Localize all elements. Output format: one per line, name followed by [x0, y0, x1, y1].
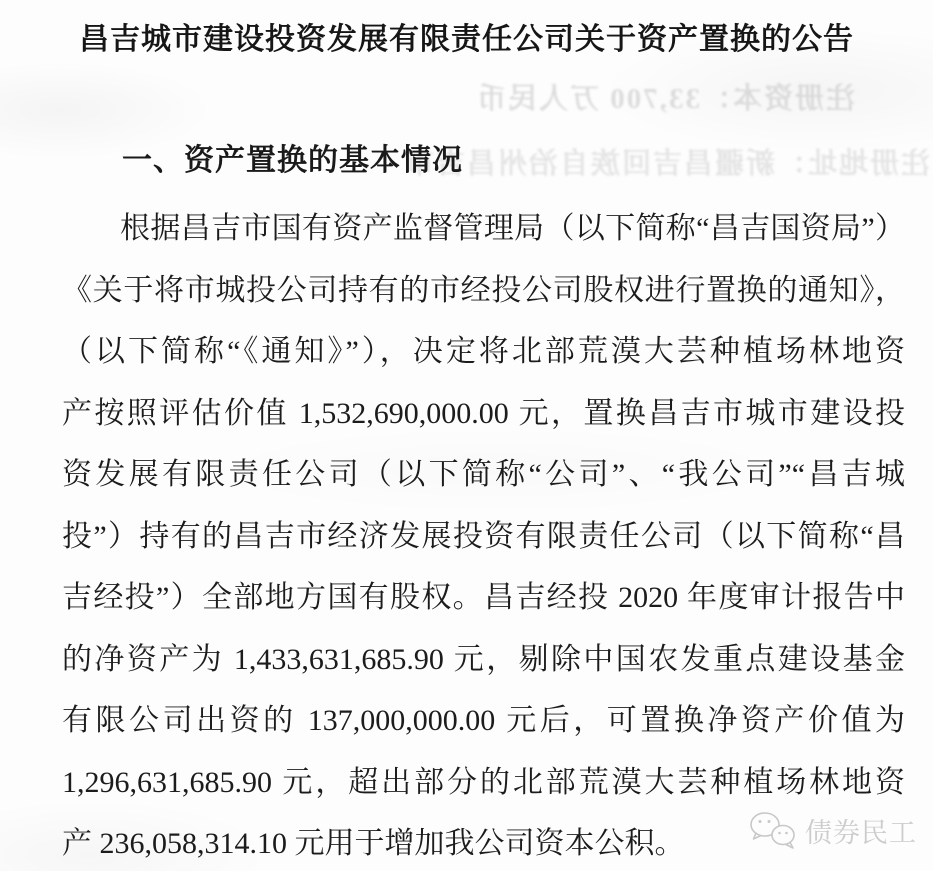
- body-line: 吉经投”）全部地方国有股权。昌吉经投 2020 年度审计报告中: [62, 581, 905, 614]
- bleed-through-text-registered-capital: 注册资本：33,700 万人民币: [475, 83, 856, 115]
- body-line: 《关于将市城投公司持有的市经投公司股权进行置换的通知》，: [62, 273, 905, 307]
- body-line: 的净资产为 1,433,631,685.90 元，剔除中国农发重点建设基金: [62, 642, 905, 676]
- document-title: 昌吉城市建设投资发展有限责任公司关于资产置换的公告: [79, 23, 854, 56]
- body-line: （以下简称“《通知》”），决定将北部荒漠大芸种植场林地资: [62, 335, 905, 368]
- body-line: 产按照评估价值 1,532,690,000.00 元，置换昌吉市城市建设投: [62, 396, 905, 430]
- wechat-speech-bubbles-icon: [748, 810, 798, 850]
- watermark-label: 债券民工: [805, 817, 917, 848]
- body-line: 根据昌吉市国有资产监督管理局（以下简称“昌吉国资局”）: [120, 212, 905, 245]
- body-line: 资发展有限责任公司（以下简称“公司”、“我公司”“昌吉城: [62, 458, 905, 491]
- body-line: 投”）持有的昌吉市经济发展投资有限责任公司（以下简称“昌: [62, 519, 905, 553]
- watermark: [748, 810, 917, 850]
- document-body: [62, 198, 905, 871]
- body-line: 1,296,631,685.90 元，超出部分的北部荒漠大芸种植场林地资: [62, 765, 905, 799]
- body-line: 产 236,058,314.10 元用于增加我公司资本公积。: [62, 827, 685, 860]
- section-heading: 一、资产置换的基本情况: [122, 144, 463, 177]
- bleed-through-text-registered-address: 注册地址：新疆昌吉回族自治州昌吉市: [402, 148, 930, 180]
- body-line: 有限公司出资的 137,000,000.00 元后，可置换净资产价值为: [62, 704, 905, 737]
